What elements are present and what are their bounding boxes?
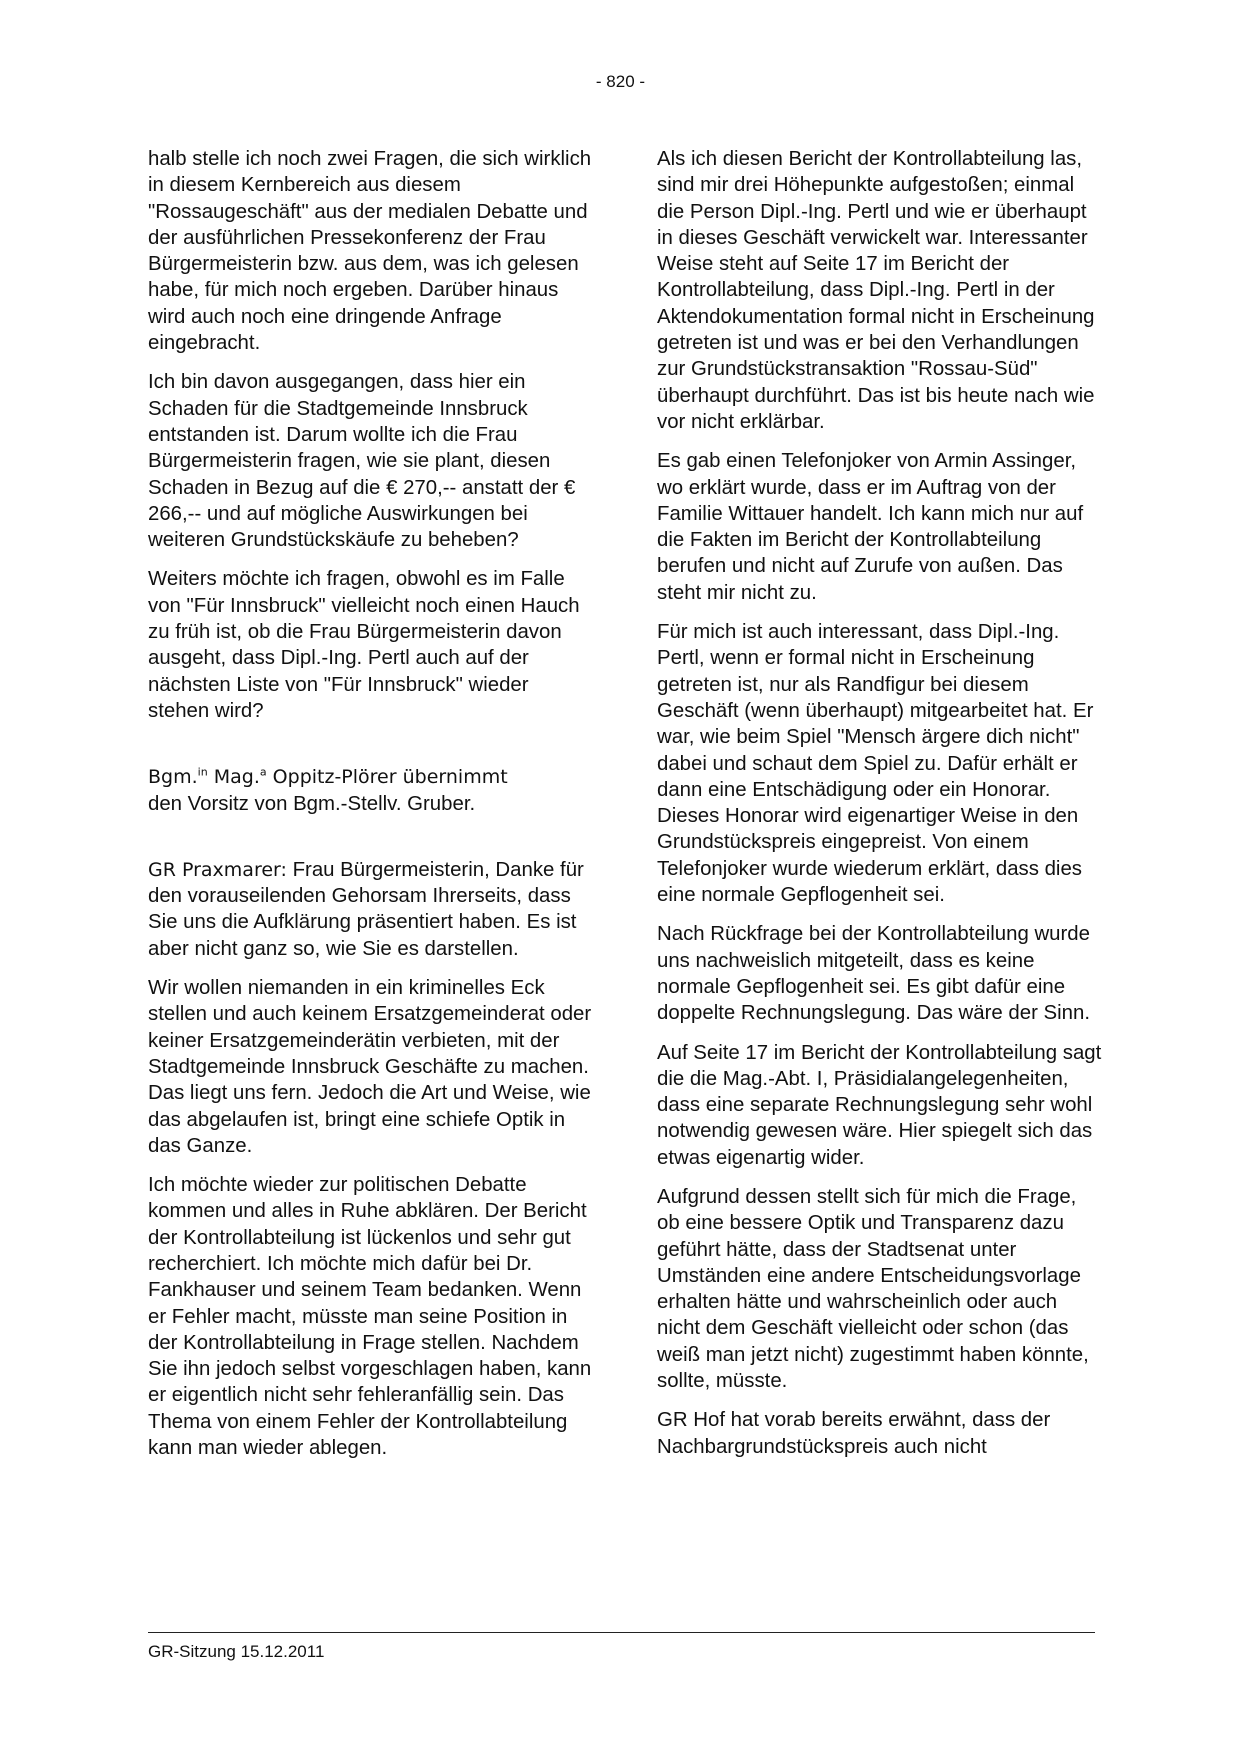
paragraph: Für mich ist auch interessant, dass Dipl.-Ing. Pertl, wenn er formal nicht in Erscheinung getreten ist, nur als Randfigur bei diesem Geschäft (wenn überhaupt) mitgearbeitet hat. Er war, wie beim Spiel "Mensch ärgere dich nicht" dabei und schaut dem Spiel zu. Dafür erhält er dann eine Entschädigung oder ein Honorar. Dieses Honorar wird eigenartiger Weise in den Grundstückspreis eingepreist. Von einem Telefonjoker wurde wiederum erklärt, dass dies eine normale Gepflogenheit sei. (657, 621, 1094, 907)
bgm-title: Bgm. (148, 766, 198, 789)
paragraph: halb stelle ich noch zwei Fragen, die sich wirklich in diesem Kernbereich aus diesem "Rossaugeschäft" aus der medialen Debatte und der ausführlichen Pressekonferenz der Frau Bürgermeisterin bzw. aus dem, was ich gelesen habe, für mich noch ergeben. Darüber hinaus wird auch noch eine dringende Anfrage eingebracht. (148, 148, 592, 355)
footer-session-date: GR-Sitzung 15.12.2011 (148, 1642, 325, 1661)
paragraph: Auf Seite 17 im Bericht der Kontrollabteilung sagt die die Mag.-Abt. I, Präsidialangelegenheiten, dass eine separate Rechnungslegung sehr wohl notwendig gewesen wäre. Hier spiegelt sich das etwas eigenartig wider. (657, 1041, 1102, 1169)
mag-superscript: a (259, 765, 267, 779)
paragraph: Es gab einen Telefonjoker von Armin Assinger, wo erklärt wurde, dass er im Auftrag von der Familie Wittauer handelt. Ich kann mich nur auf die Fakten im Bericht der Kontrollabteilung berufen und nicht auf Zurufe von außen. Das steht mir nicht zu. (657, 450, 1084, 604)
paragraph: Ich möchte wieder zur politischen Debatte kommen und alles in Ruhe abklären. Der Bericht der Kontrollabteilung ist lückenlos und sehr gut recherchiert. Ich möchte mich dafür bei Dr. Fankhauser und seinem Team bedanken. Wenn er Fehler macht, müsste man seine Position in der Kontrollabteilung in Frage stellen. Nachdem Sie ihn jedoch selbst vorgeschlagen haben, kann er eigentlich nicht sehr fehleranfällig sein. Das Thema von einem Fehler der Kontrollabteilung kann man wieder ablegen. (148, 1174, 592, 1460)
mag-title: Mag. (213, 766, 260, 789)
chair-change-rest: den Vorsitz von Bgm.-Stellv. Gruber. (148, 792, 476, 815)
paragraph: Nach Rückfrage bei der Kontrollabteilung wurde uns nachweislich mitgeteilt, dass es keine normale Gepflogenheit sei. Es gibt dafür eine doppelte Rechnungslegung. Das wäre der Sinn. (657, 923, 1091, 1025)
paragraph: GR Hof hat vorab bereits erwähnt, dass der Nachbargrundstückspreis auch nicht (657, 1409, 1051, 1458)
speaker-name: GR Praxmarer: (148, 858, 287, 881)
chair-change-note (148, 764, 594, 817)
left-column (148, 146, 594, 1474)
mayor-name: Oppitz-Plörer übernimmt (272, 766, 508, 789)
paragraph: Ich bin davon ausgegangen, dass hier ein Schaden für die Stadtgemeinde Innsbruck entstanden ist. Darum wollte ich die Frau Bürgermeisterin fragen, wie sie plant, diesen Schaden in Bezug auf die € 270,-- anstatt der € 266,-- und auf mögliche Auswirkungen bei weiteren Grundstückskäufe zu beheben? (148, 371, 576, 552)
paragraph: Frau Bürgermeisterin, Danke für den vorauseilenden Gehorsam Ihrerseits, dass Sie uns die Aufklärung präsentiert haben. Es ist aber nicht ganz so, wie Sie es darstellen. (148, 858, 584, 960)
paragraph: Weiters möchte ich fragen, obwohl es im Falle von "Für Innsbruck" vielleicht noch einen Hauch zu früh ist, ob die Frau Bürgermeisterin davon ausgeht, dass Dipl.-Ing. Pertl auch auf der nächsten Liste von "Für Innsbruck" wieder stehen wird? (148, 568, 580, 722)
paragraph: Wir wollen niemanden in ein kriminelles Eck stellen und auch keinem Ersatzgemeinderat oder keiner Ersatzgemeinderätin verbieten, mit der Stadtgemeinde Innsbruck Geschäfte zu machen. Das liegt uns fern. Jedoch die Art und Weise, wie das abgelaufen ist, bringt eine schiefe Optik in das Ganze. (148, 977, 592, 1157)
paragraph: Als ich diesen Bericht der Kontrollabteilung las, sind mir drei Höhepunkte aufgestoßen; einmal die Person Dipl.-Ing. Pertl und wie er überhaupt in dieses Geschäft verwickelt war. Interessanter Weise steht auf Seite 17 im Bericht der Kontrollabteilung, dass Dipl.-Ing. Pertl in der Aktendokumentation formal nicht in Erscheinung getreten ist und was er bei den Verhandlungen zur Grundstückstransaktion "Rossau-Süd" überhaupt durchführt. Das ist bis heute nach wie vor nicht erklärbar. (657, 148, 1095, 433)
speech-opening (148, 857, 594, 962)
page-number: - 820 - (595, 72, 646, 91)
right-column (657, 146, 1103, 1473)
footer-divider (148, 1632, 1095, 1633)
paragraph: Aufgrund dessen stellt sich für mich die Frage, ob eine bessere Optik und Transparenz dazu geführt hätte, dass der Stadtsenat unter Umständen eine andere Entscheidungsvorlage erhalten hätte und wahrscheinlich oder auch nicht dem Geschäft vielleicht oder schon (das weiß man jetzt nicht) zugestimmt haben könnte, sollte, müsste. (657, 1185, 1089, 1393)
bgm-superscript: in (197, 765, 208, 779)
